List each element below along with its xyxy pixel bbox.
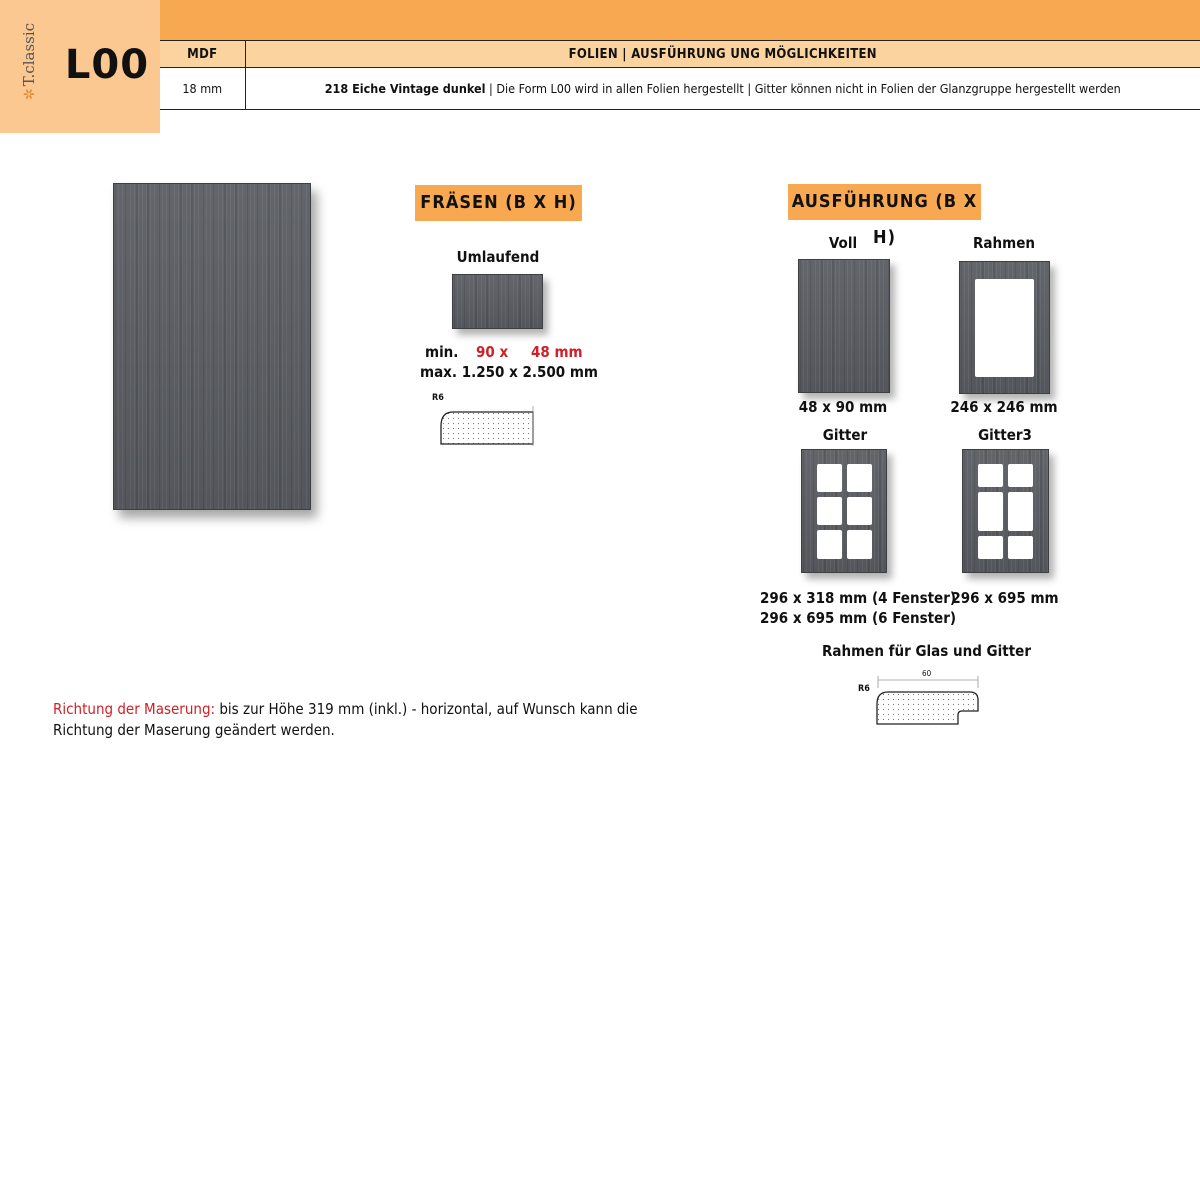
frame-profile-title: Rahmen für Glas und Gitter (822, 642, 1031, 660)
spec-table-header-row (160, 41, 1200, 68)
gitter-pane (847, 530, 872, 559)
brand-block (0, 0, 160, 133)
gitter3-size: 296 x 695 mm (951, 589, 1059, 607)
min-width-value: 90 x (476, 343, 509, 361)
ausfuehrung-heading: AUSFÜHRUNG (B X H) (788, 184, 981, 220)
grain-note-text: bis zur Höhe 319 mm (inkl.) - horizontal, auf Wunsch kann die Richtung der Maserung geändert werden. (53, 700, 638, 739)
gitter3-swatch (962, 449, 1049, 573)
gitter3-pane (978, 536, 1003, 559)
gitter3-pane (978, 492, 1003, 531)
gitter-size-6: 296 x 695 mm (6 Fenster) (760, 609, 957, 627)
gitter-pane (817, 464, 842, 492)
rahmen-glass-opening (975, 279, 1034, 377)
frame-profile-r6-label: R6 (858, 684, 870, 694)
gitter3-pane (1008, 536, 1033, 559)
gitter-pane (817, 497, 842, 525)
spec-table-value-row (160, 68, 1200, 110)
door-preview-image (113, 183, 311, 510)
umlaufend-swatch (452, 274, 543, 329)
value-foil-name: 218 Eiche Vintage dunkel (324, 81, 486, 96)
value-options (245, 68, 1200, 110)
gitter-label: Gitter (822, 426, 868, 444)
umlaufend-label: Umlaufend (456, 248, 540, 266)
edge-profile-diagram (437, 402, 539, 448)
gitter3-pane (978, 464, 1003, 487)
voll-size: 48 x 90 mm (798, 398, 888, 416)
grain-note-highlight: Richtung der Maserung: (53, 700, 216, 718)
frame-profile-dimension: 60 (922, 669, 932, 678)
max-size-text: max. 1.250 x 2.500 mm (420, 363, 598, 381)
gitter-size-4: 296 x 318 mm (4 Fenster) (760, 589, 957, 607)
gitter3-label: Gitter3 (978, 426, 1032, 444)
model-code: L00 (64, 42, 150, 88)
gitter3-pane (1008, 464, 1033, 487)
value-thickness: 18 mm (160, 68, 245, 110)
top-accent-bar (160, 0, 1200, 40)
min-label: min. (425, 343, 459, 361)
voll-swatch (798, 259, 890, 393)
grain-direction-note (53, 699, 693, 741)
fraesen-heading: FRÄSEN (B X H) (415, 185, 582, 221)
gitter-pane (847, 497, 872, 525)
rahmen-label: Rahmen (973, 234, 1035, 252)
header-material: MDF (160, 41, 245, 68)
gitter3-pane (1008, 492, 1033, 531)
min-height-value: 48 mm (531, 343, 583, 361)
brand-logo: ✲T.classic (20, 22, 38, 100)
spec-table (160, 40, 1200, 110)
header-options: FOLIEN | AUSFÜHRUNG UNG MÖGLICHKEITEN (245, 41, 1200, 68)
gitter-pane (847, 464, 872, 492)
rahmen-swatch (959, 261, 1050, 394)
value-foil-notes: | Die Form L00 wird in allen Folien hergestellt | Gitter können nicht in Folien der Glanzgruppe hergestellt werden (485, 81, 1121, 96)
rahmen-size: 246 x 246 mm (950, 398, 1058, 416)
voll-label: Voll (828, 234, 858, 252)
gitter-pane (817, 530, 842, 559)
gitter-swatch (801, 449, 887, 573)
profile-r6-label: R6 (432, 393, 444, 403)
